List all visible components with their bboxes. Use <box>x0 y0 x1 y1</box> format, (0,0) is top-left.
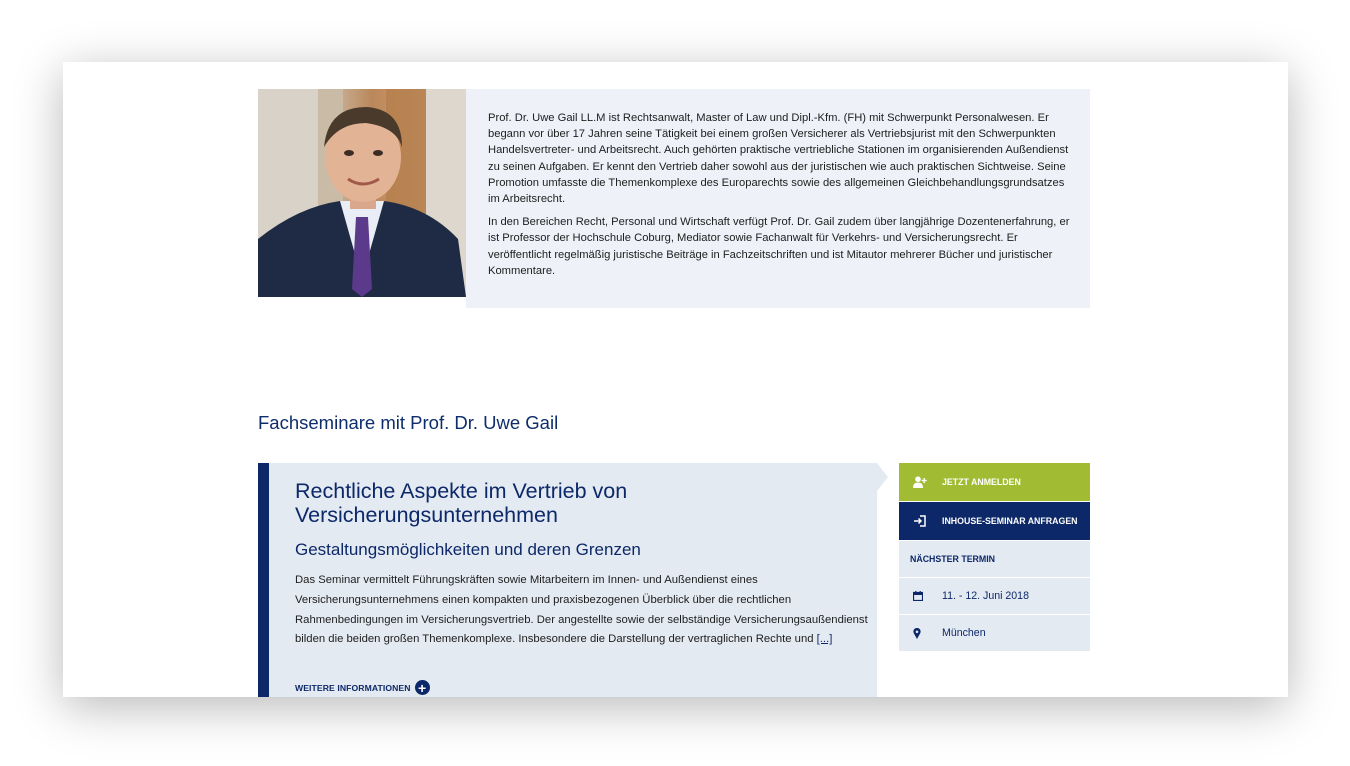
location-row <box>899 615 1090 651</box>
inhouse-label: INHOUSE-SEMINAR ANFRAGEN <box>942 516 1078 526</box>
seminar-description-text: Das Seminar vermittelt Führungskräften sowie Mitarbeitern im Innen- und Außendienst eines Versicherungsunternehmens einen kompakten und praxisbezogenen Überblick über die rechtlichen Rahmenbedingungen im Versicherungsvertrieb. Der angestellte sowie der selbständige Versicherungsaußendienst bilden die beiden großen Themenkomplexe. Insbesondere die Darstellung der vertraglichen Rechte und <box>295 574 868 646</box>
seminar-date: 11. - 12. Juni 2018 <box>942 590 1029 602</box>
portrait-illustration <box>258 89 466 297</box>
card-pointer-arrow <box>877 463 888 491</box>
section-title: Fachseminare mit Prof. Dr. Uwe Gail <box>258 412 559 433</box>
next-date-heading: NÄCHSTER TERMIN <box>899 541 1090 577</box>
seminar-title[interactable]: Rechtliche Aspekte im Vertrieb von Versicherungsunternehmen <box>295 479 628 527</box>
seminar-subtitle: Gestaltungsmöglichkeiten und deren Grenzen <box>295 540 641 559</box>
speaker-bio <box>258 89 1090 308</box>
sign-in-icon <box>913 515 942 527</box>
register-label: JETZT ANMELDEN <box>942 477 1021 487</box>
speaker-portrait-photo <box>258 89 466 297</box>
seminar-card <box>258 463 877 697</box>
more-info-link[interactable] <box>295 680 430 695</box>
calendar-icon <box>913 591 942 601</box>
bio-paragraph: In den Bereichen Recht, Personal und Wirtschaft verfügt Prof. Dr. Gail zudem über langjährige Dozentenerfahrung, er ist Professor der Hochschule Coburg, Mediator sowie Fachanwalt für Verkehrs- und Versicherungsrecht. Er veröffentlicht regelmäßig juristische Beiträge in Fachzeitschriften und ist Mitautor mehrerer Bücher und juristischer Kommentare. <box>488 216 1070 277</box>
page-content <box>63 62 1288 697</box>
bio-paragraph: Prof. Dr. Uwe Gail LL.M ist Rechtsanwalt, Master of Law und Dipl.-Kfm. (FH) mit Schwerpunkt Personalwesen. Er begann vor über 17 Jahren seine Tätigkeit bei einem großen Versicherer als Vertriebsjurist mit den Schwerpunkten Handelsvertreter- und Arbeitsrecht. Auch gehörten praktische vertriebliche Stationen im organisierenden Außendienst zu seinen Aufgaben. Er kennt den Vertrieb daher sowohl aus der juristischen wie auch praktischen Sichtweise. Seine Promotion umfasste die Themenkomplexe des Europarechts sowie des allgemeinen Gleichbehandlungsgrundsatzes im Arbeitsrecht. <box>488 112 1069 206</box>
inhouse-request-button[interactable] <box>899 502 1090 540</box>
map-pin-icon <box>913 628 942 639</box>
seminar-sidebar <box>899 463 1090 651</box>
bio-text-panel <box>466 89 1090 308</box>
seminar-description <box>295 571 870 650</box>
plus-circle-icon: + <box>415 680 430 695</box>
register-button[interactable] <box>899 463 1090 501</box>
read-more-link[interactable]: [...] <box>816 633 833 646</box>
date-row <box>899 578 1090 614</box>
more-info-label: WEITERE INFORMATIONEN <box>295 682 411 693</box>
seminar-location: München <box>942 627 986 639</box>
add-user-icon <box>913 476 942 488</box>
